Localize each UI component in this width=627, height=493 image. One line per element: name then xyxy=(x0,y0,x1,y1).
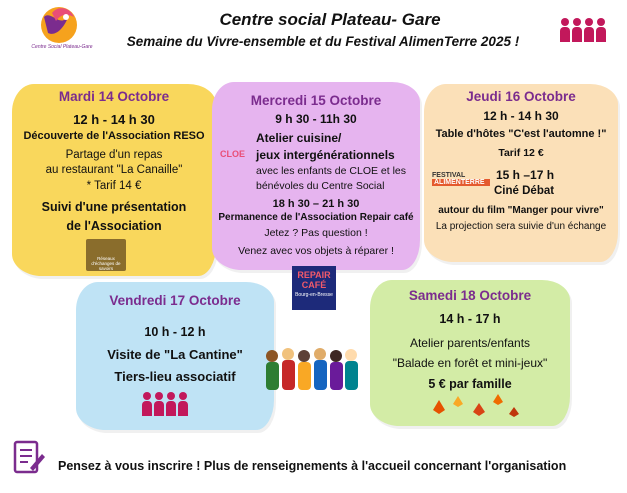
tuesday-line4: * Tarif 14 € xyxy=(86,180,142,192)
wednesday-time2: 18 h 30 – 21 h 30 xyxy=(272,198,360,210)
festival-logo-line2: ALIMENTERRE xyxy=(432,179,490,186)
friday-time: 10 h - 12 h xyxy=(144,325,206,339)
saturday-card xyxy=(370,280,570,426)
tuesday-card xyxy=(12,84,216,276)
tuesday-line5: Suivi d'une présentation xyxy=(41,200,187,214)
thursday-card xyxy=(424,84,618,262)
autumn-leaves-icon xyxy=(425,392,525,422)
people-icon xyxy=(560,18,606,42)
friday-card xyxy=(76,282,274,430)
cloe-logo-text: CLOE xyxy=(220,149,246,159)
friday-day-title: Vendredi 17 Octobre xyxy=(109,293,241,308)
tuesday-line3: au restaurant "La Canaille" xyxy=(45,164,183,176)
saturday-time: 14 h - 17 h xyxy=(439,312,501,326)
tuesday-time: 12 h - 14 h 30 xyxy=(73,112,155,127)
festival-logo-line1: FESTIVAL xyxy=(432,172,466,179)
wednesday-line5: Permanence de l'Association Repair café xyxy=(218,212,414,223)
group-illustration xyxy=(262,346,360,392)
wednesday-line7: Venez avec vos objets à réparer ! xyxy=(238,245,394,257)
repair-cafe-logo xyxy=(292,266,336,310)
page-subtitle: Semaine du Vivre-ensemble et du Festival AlimenTerre 2025 ! xyxy=(126,34,520,49)
wednesday-line2: jeux intergénérationnels xyxy=(256,148,395,162)
wednesday-line6: Jetez ? Pas question ! xyxy=(264,227,368,239)
thursday-time2: 15 h –17 h xyxy=(496,168,555,182)
wednesday-day-title: Mercredi 15 Octobre xyxy=(250,93,382,108)
reseaux-logo xyxy=(86,239,126,271)
saturday-line2: "Balade en forêt et mini-jeux" xyxy=(392,356,548,370)
thursday-line2: Tarif 12 € xyxy=(498,147,544,159)
thursday-line3: Ciné Débat xyxy=(494,185,555,197)
thursday-time1: 12 h - 14 h 30 xyxy=(483,109,559,123)
cloe-logo xyxy=(220,149,245,159)
tuesday-line2: Partage d'un repas xyxy=(65,149,163,161)
wednesday-line4: bénévoles du Centre Social xyxy=(256,180,385,192)
saturday-line3: 5 € par famille xyxy=(428,377,512,391)
tuesday-day-title: Mardi 14 Octobre xyxy=(58,89,170,104)
thursday-line5: La projection sera suivie d'un échange xyxy=(435,221,607,232)
tuesday-line1: Découverte de l'Association RESO xyxy=(23,130,205,142)
saturday-line1: Atelier parents/enfants xyxy=(409,336,531,350)
registration-icon xyxy=(12,438,46,478)
wednesday-time1: 9 h 30 - 11h 30 xyxy=(275,112,357,126)
friday-line1: Visite de "La Cantine" xyxy=(107,347,243,362)
festival-alimenterre-logo xyxy=(432,172,490,186)
wednesday-line3: avec les enfants de CLOE et les xyxy=(256,165,406,177)
thursday-line1: Table d'hôtes "C'est l'automne !" xyxy=(435,128,607,140)
footer-text: Pensez à vous inscrire ! Plus de renseignements à l'accueil concernant l'organisation xyxy=(58,459,567,473)
saturday-day-title: Samedi 18 Octobre xyxy=(408,288,532,303)
page-title: Centre social Plateau- Gare xyxy=(219,10,441,29)
friday-line2: Tiers-lieu associatif xyxy=(114,369,236,384)
wednesday-line1: Atelier cuisine/ xyxy=(256,131,342,145)
thursday-line4: autour du film "Manger pour vivre" xyxy=(438,205,604,216)
repair-logo-line3: Bourg-en-Bresse xyxy=(295,292,333,298)
repair-logo-line1: REPAIR xyxy=(297,270,331,280)
repair-logo-line2: CAFÉ xyxy=(301,280,327,290)
reseaux-logo-text: Réseaux d'échanges de savoirs xyxy=(91,256,121,271)
logo-caption: Centre Social Plateau-Gare xyxy=(31,44,93,50)
friday-people-icon xyxy=(142,392,188,416)
thursday-day-title: Jeudi 16 Octobre xyxy=(466,89,576,104)
wednesday-card xyxy=(212,82,420,270)
tuesday-line6: de l'Association xyxy=(66,219,162,233)
